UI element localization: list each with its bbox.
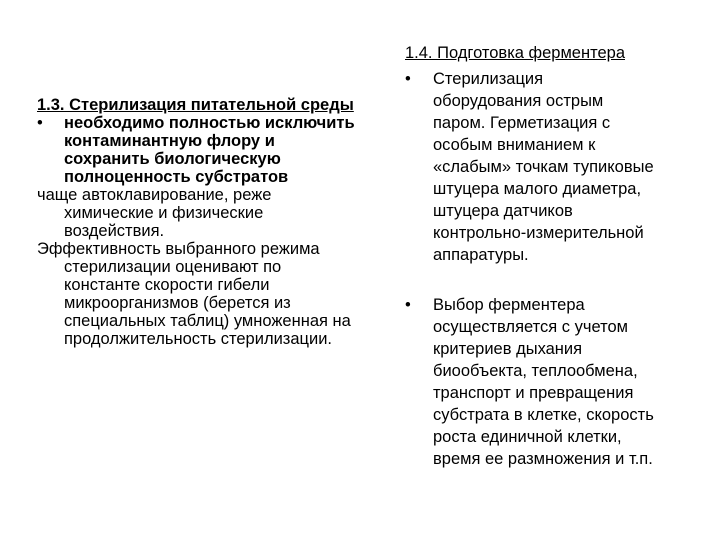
paragraph-efficiency [37, 240, 389, 348]
bullet-line: штуцера малого диаметра, [433, 180, 642, 198]
section-1-3-heading: 1.3. Стерилизация питательной среды [37, 96, 354, 114]
bullet-line: осуществляется с учетом [433, 318, 628, 336]
bullet-line: паром. Герметизация с [433, 114, 611, 132]
section-1-4-heading: 1.4. Подготовка ферментера [405, 44, 625, 62]
bullet-line: Выбор ферментера [433, 296, 585, 314]
right-column [405, 42, 705, 470]
bullet-mark: • [405, 70, 411, 88]
bullet-line: Стерилизация [433, 70, 544, 88]
bullet-line: штуцера датчиков [433, 202, 573, 220]
fermenter-choice-bullet [405, 294, 705, 470]
paragraph-line: стерилизации оценивают по [64, 258, 282, 276]
left-column [37, 96, 389, 348]
section-1-3-bullet [37, 114, 389, 186]
bullet-text [433, 68, 654, 266]
bullet-line: необходимо полностью исключить [64, 114, 355, 132]
paragraph-line: Эффективность выбранного режима [37, 240, 320, 258]
bullet-mark: • [405, 296, 411, 314]
paragraph-line: химические и физические [64, 204, 264, 222]
bullet-line: оборудования острым [433, 92, 604, 110]
paragraph-line: специальных таблиц) умноженная на [64, 312, 351, 330]
bullet-line: «слабым» точкам тупиковые [433, 158, 654, 176]
bullet-line: особым вниманием к [433, 136, 596, 154]
bullet-text [433, 294, 654, 470]
paragraph-line: микроорганизмов (берется из [64, 294, 291, 312]
sterilization-bullet [405, 68, 705, 266]
bullet-line: субстрата в клетке, скорость [433, 406, 654, 424]
bullet-line: аппаратуры. [433, 246, 529, 264]
paragraph-line: продолжительность стерилизации. [64, 330, 332, 348]
bullet-line: контрольно-измерительной [433, 224, 644, 242]
bullet-line: полноценность субстратов [64, 168, 289, 186]
paragraph-line: константе скорости гибели [64, 276, 270, 294]
bullet-text [64, 114, 355, 186]
paragraph-line: воздействия. [64, 222, 165, 240]
bullet-line: биообъекта, теплообмена, [433, 362, 638, 380]
bullet-mark: • [37, 114, 43, 132]
bullet-line: роста единичной клетки, [433, 428, 622, 446]
paragraph-autoclave [37, 186, 389, 240]
bullet-line: сохранить биологическую [64, 150, 281, 168]
bullet-line: критериев дыхания [433, 340, 583, 358]
bullet-line: время ее размножения и т.п. [433, 450, 653, 468]
paragraph-line: чаще автоклавирование, реже [37, 186, 272, 204]
bullet-line: транспорт и превращения [433, 384, 634, 402]
bullet-line: контаминантную флору и [64, 132, 275, 150]
